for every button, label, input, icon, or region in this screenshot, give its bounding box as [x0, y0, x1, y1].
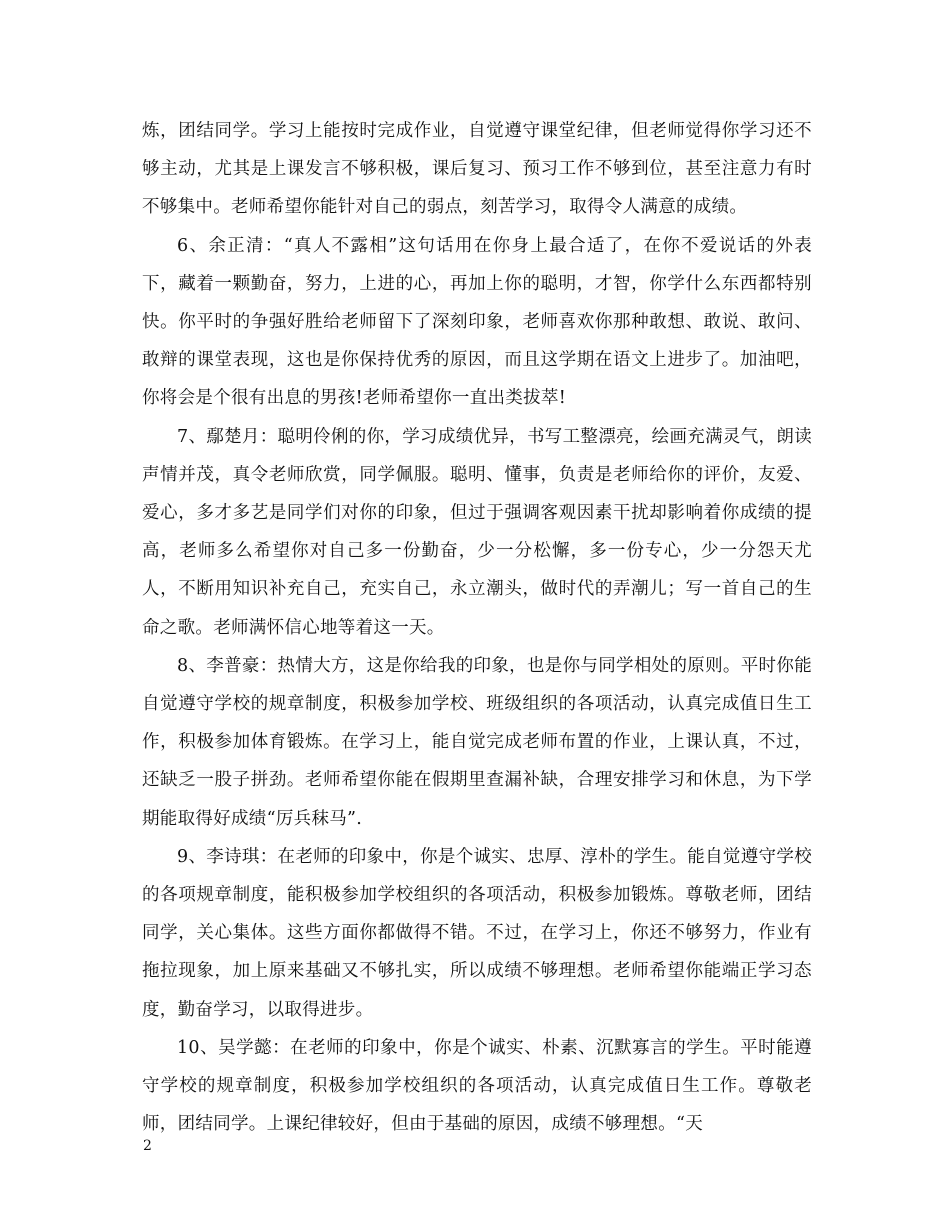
paragraph-continuation: 炼，团结同学。学习上能按时完成作业，自觉遵守课堂纪律，但老师觉得你学习还不够主动，尤其是上课发言不够积极，课后复习、预习工作不够到位，甚至注意力有时不够集中。老师希望你能针对自己的弱点，刻苦学习，取得令人满意的成绩。 [142, 121, 812, 218]
paragraph-comment-7: 7、鄢楚月：聪明伶俐的你，学习成绩优异，书写工整漂亮，绘画充满灵气，朗读声情并茂，真令老师欣赏，同学佩服。聪明、懂事，负责是老师给你的评价，友爱、爱心，多才多艺是同学们对你的印象，但过于强调客观因素干扰却影响着你成绩的提高，老师多么希望你对自己多一份勤奋，少一分松懈，多一份专心，少一分怨天尤人，不断用知识补充自己，充实自己，永立潮头，做时代的弄潮儿；写一首自己的生命之歌。老师满怀信心地等着这一天。 [142, 426, 812, 638]
paragraph-comment-10: 10、吴学懿：在老师的印象中，你是个诚实、朴素、沉默寡言的学生。平时能遵守学校的规章制度，积极参加学校组织的各项活动，认真完成值日生工作。尊敬老师，团结同学。上课纪律较好，但由于基础的原因，成绩不够理想。“天 [142, 1037, 812, 1135]
page-number: 2 [143, 1138, 152, 1154]
document-body [142, 112, 812, 1143]
paragraph-comment-9: 9、李诗琪：在老师的印象中，你是个诚实、忠厚、淳朴的学生。能自觉遵守学校的各项规章制度，能积极参加学校组织的各项活动，积极参加锻炼。尊敬老师，团结同学，关心集体。这些方面你都做得不错。不过，在学习上，你还不够努力，作业有拖拉现象，加上原来基础又不够扎实，所以成绩不够理想。老师希望你能端正学习态度，勤奋学习，以取得进步。 [142, 846, 812, 1020]
paragraph-comment-6: 6、余正清：“真人不露相”这句话用在你身上最合适了，在你不爱说话的外表下，藏着一颗勤奋，努力，上进的心，再加上你的聪明，才智，你学什么东西都特别快。你平时的争强好胜给老师留下了深刻印象，老师喜欢你那种敢想、敢说、敢问、敢辩的课堂表现，这也是你保持优秀的原因，而且这学期在语文上进步了。加油吧，你将会是个很有出息的男孩!老师希望你一直出类拔萃! [142, 235, 812, 409]
paragraph-comment-8: 8、李普豪：热情大方，这是你给我的印象，也是你与同学相处的原则。平时你能自觉遵守学校的规章制度，积极参加学校、班级组织的各项活动，认真完成值日生工作，积极参加体育锻炼。在学习上，能自觉完成老师布置的作业，上课认真，不过，还缺乏一股子拼劲。老师希望你能在假期里查漏补缺，合理安排学习和休息，为下学期能取得好成绩“厉兵秣马”. [142, 655, 812, 829]
